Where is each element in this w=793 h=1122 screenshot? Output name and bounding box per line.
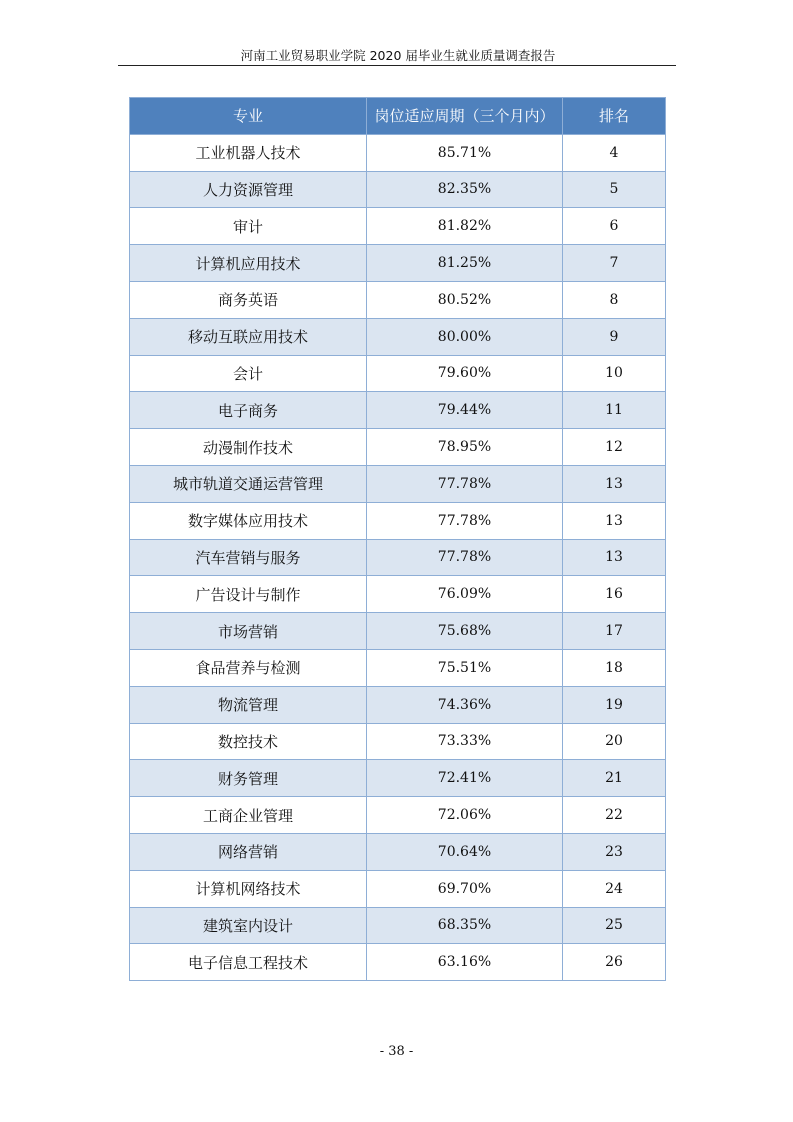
table-row	[130, 613, 666, 650]
table-row	[130, 870, 666, 907]
major-cell: 财务管理	[130, 760, 367, 797]
major-cell: 工业机器人技术	[130, 134, 367, 171]
major-cell: 会计	[130, 355, 367, 392]
adaptation-rate-cell: 81.82%	[367, 208, 563, 245]
table-row	[130, 723, 666, 760]
rank-cell: 13	[563, 539, 666, 576]
adaptation-rate-cell: 77.78%	[367, 502, 563, 539]
major-cell: 食品营养与检测	[130, 649, 367, 686]
major-cell: 动漫制作技术	[130, 429, 367, 466]
table-body	[130, 134, 666, 980]
table-row	[130, 907, 666, 944]
table-row	[130, 576, 666, 613]
adaptation-rate-cell: 77.78%	[367, 539, 563, 576]
adaptation-rate-cell: 79.60%	[367, 355, 563, 392]
adaptation-rate-cell: 72.06%	[367, 797, 563, 834]
major-cell: 建筑室内设计	[130, 907, 367, 944]
rank-cell: 5	[563, 171, 666, 208]
adaptation-rate-cell: 82.35%	[367, 171, 563, 208]
adaptation-rate-cell: 75.68%	[367, 613, 563, 650]
header-rule	[118, 65, 676, 66]
major-cell: 市场营销	[130, 613, 367, 650]
major-cell: 数控技术	[130, 723, 367, 760]
major-cell: 计算机应用技术	[130, 245, 367, 282]
major-cell: 广告设计与制作	[130, 576, 367, 613]
rank-cell: 19	[563, 686, 666, 723]
page-number: - 38 -	[379, 1044, 414, 1059]
adaptation-rate-cell: 78.95%	[367, 429, 563, 466]
rank-cell: 24	[563, 870, 666, 907]
column-header-major: 专业	[130, 98, 367, 135]
table-row	[130, 208, 666, 245]
table-row	[130, 797, 666, 834]
rank-cell: 16	[563, 576, 666, 613]
major-cell: 移动互联应用技术	[130, 318, 367, 355]
adaptation-rate-cell: 75.51%	[367, 649, 563, 686]
rank-cell: 25	[563, 907, 666, 944]
table-row	[130, 245, 666, 282]
rank-cell: 10	[563, 355, 666, 392]
major-cell: 人力资源管理	[130, 171, 367, 208]
rank-cell: 7	[563, 245, 666, 282]
table-row	[130, 281, 666, 318]
table-row	[130, 502, 666, 539]
adaptation-rate-cell: 79.44%	[367, 392, 563, 429]
rank-cell: 6	[563, 208, 666, 245]
table-row	[130, 355, 666, 392]
table-row	[130, 760, 666, 797]
major-cell: 电子信息工程技术	[130, 944, 367, 981]
table-header-row	[130, 98, 666, 135]
rank-cell: 4	[563, 134, 666, 171]
table-row	[130, 465, 666, 502]
adaptation-rate-cell: 81.25%	[367, 245, 563, 282]
major-cell: 数字媒体应用技术	[130, 502, 367, 539]
adaptation-rate-cell: 74.36%	[367, 686, 563, 723]
rank-cell: 20	[563, 723, 666, 760]
column-header-rank: 排名	[563, 98, 666, 135]
rank-cell: 18	[563, 649, 666, 686]
adaptation-rate-cell: 80.00%	[367, 318, 563, 355]
table-row	[130, 429, 666, 466]
rank-cell: 8	[563, 281, 666, 318]
major-cell: 商务英语	[130, 281, 367, 318]
adaptation-rate-cell: 80.52%	[367, 281, 563, 318]
table-row	[130, 392, 666, 429]
major-cell: 网络营销	[130, 833, 367, 870]
major-cell: 计算机网络技术	[130, 870, 367, 907]
adaptation-rate-cell: 85.71%	[367, 134, 563, 171]
adaptation-rate-cell: 76.09%	[367, 576, 563, 613]
table-row	[130, 539, 666, 576]
major-cell: 汽车营销与服务	[130, 539, 367, 576]
adaptation-rate-cell: 77.78%	[367, 465, 563, 502]
adaptation-rate-cell: 69.70%	[367, 870, 563, 907]
rank-cell: 13	[563, 465, 666, 502]
rank-cell: 12	[563, 429, 666, 466]
rank-cell: 17	[563, 613, 666, 650]
major-cell: 物流管理	[130, 686, 367, 723]
rank-cell: 22	[563, 797, 666, 834]
rank-cell: 23	[563, 833, 666, 870]
adaptation-rate-cell: 63.16%	[367, 944, 563, 981]
table-row	[130, 134, 666, 171]
table-row	[130, 944, 666, 981]
rank-cell: 9	[563, 318, 666, 355]
rank-cell: 26	[563, 944, 666, 981]
major-cell: 审计	[130, 208, 367, 245]
major-cell: 城市轨道交通运营管理	[130, 465, 367, 502]
major-cell: 电子商务	[130, 392, 367, 429]
table-row	[130, 318, 666, 355]
table-row	[130, 686, 666, 723]
rank-cell: 11	[563, 392, 666, 429]
adaptation-period-table	[129, 97, 666, 981]
table-row	[130, 833, 666, 870]
table-row	[130, 649, 666, 686]
adaptation-rate-cell: 73.33%	[367, 723, 563, 760]
adaptation-rate-cell: 70.64%	[367, 833, 563, 870]
rank-cell: 13	[563, 502, 666, 539]
adaptation-rate-cell: 72.41%	[367, 760, 563, 797]
page-header-title: 河南工业贸易职业学院 2020 届毕业生就业质量调查报告	[240, 48, 556, 63]
column-header-adaptation-rate: 岗位适应周期（三个月内）	[367, 98, 563, 135]
adaptation-rate-cell: 68.35%	[367, 907, 563, 944]
major-cell: 工商企业管理	[130, 797, 367, 834]
table-row	[130, 171, 666, 208]
rank-cell: 21	[563, 760, 666, 797]
